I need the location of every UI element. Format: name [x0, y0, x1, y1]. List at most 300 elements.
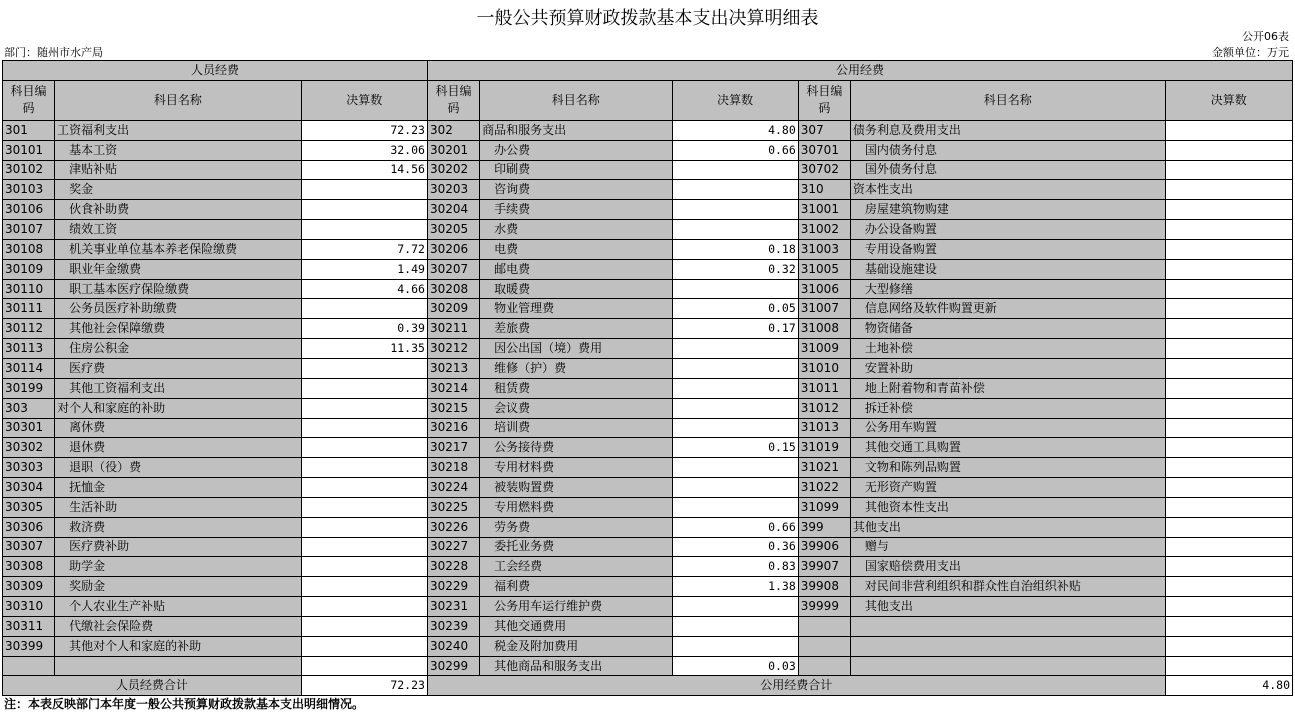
subject-code: 30302 [3, 438, 55, 458]
amount-cell [1165, 160, 1292, 180]
amount-cell [672, 478, 798, 498]
amount-cell [301, 418, 427, 438]
subject-code: 30209 [427, 299, 479, 319]
subject-name: 税金及附加费用 [480, 636, 672, 656]
subject-code: 31021 [798, 458, 850, 478]
table-row [3, 319, 1293, 339]
group-header-row [3, 61, 1293, 81]
amount-cell [672, 497, 798, 517]
subject-code [798, 636, 850, 656]
amount-cell: 7.72 [301, 239, 427, 259]
header-amount: 决算数 [301, 80, 427, 120]
subject-code: 30301 [3, 418, 55, 438]
subject-code: 30108 [3, 239, 55, 259]
table-row [3, 140, 1293, 160]
subject-code: 30114 [3, 358, 55, 378]
subject-name: 邮电费 [480, 259, 672, 279]
amount-cell [1165, 180, 1292, 200]
subject-code: 30308 [3, 557, 55, 577]
table-row [3, 279, 1293, 299]
subject-name: 其他交通工具购置 [850, 438, 1165, 458]
subject-code: 31011 [798, 378, 850, 398]
amount-cell: 11.35 [301, 339, 427, 359]
table-body [3, 61, 1293, 696]
table-row [3, 616, 1293, 636]
subject-code [3, 656, 55, 676]
subject-code: 31008 [798, 319, 850, 339]
table-row [3, 517, 1293, 537]
amount-cell: 1.49 [301, 259, 427, 279]
amount-cell: 14.56 [301, 160, 427, 180]
subject-code: 39908 [798, 577, 850, 597]
amount-cell [301, 577, 427, 597]
amount-cell: 0.18 [672, 239, 798, 259]
amount-cell [1165, 597, 1292, 617]
amount-cell [1165, 239, 1292, 259]
table-note: 注：本表反映部门本年度一般公共预算财政拨款基本支出明细情况。 [4, 697, 365, 711]
table-row [3, 537, 1293, 557]
subject-name: 福利费 [480, 577, 672, 597]
amount-cell [1165, 120, 1292, 140]
subject-name: 电费 [480, 239, 672, 259]
subject-code: 31019 [798, 438, 850, 458]
amount-cell [301, 537, 427, 557]
subject-name: 个人农业生产补贴 [55, 597, 302, 617]
subject-code: 30218 [427, 458, 479, 478]
subject-code: 30201 [427, 140, 479, 160]
subject-name: 对个人和家庭的补助 [55, 398, 302, 418]
subject-code: 30113 [3, 339, 55, 359]
subject-name: 办公设备购置 [850, 220, 1165, 240]
subject-code: 30112 [3, 319, 55, 339]
subject-code: 30214 [427, 378, 479, 398]
department-label: 部门：随州市水产局 [4, 46, 103, 59]
subject-code: 30240 [427, 636, 479, 656]
subject-name: 其他支出 [850, 517, 1165, 537]
amount-cell [672, 200, 798, 220]
subject-code: 31009 [798, 339, 850, 359]
subject-name: 国外债务付息 [850, 160, 1165, 180]
subject-name: 退休费 [55, 438, 302, 458]
group-personnel: 人员经费 [3, 61, 428, 81]
amount-cell: 0.39 [301, 319, 427, 339]
subject-name: 其他社会保障缴费 [55, 319, 302, 339]
amount-cell: 0.66 [672, 517, 798, 537]
subject-name: 土地补偿 [850, 339, 1165, 359]
subject-name: 取暖费 [480, 279, 672, 299]
table-row [3, 339, 1293, 359]
subject-name: 其他资本性支出 [850, 497, 1165, 517]
subject-code: 31007 [798, 299, 850, 319]
subject-name: 专用燃料费 [480, 497, 672, 517]
subject-code: 30215 [427, 398, 479, 418]
amount-cell [1165, 319, 1292, 339]
amount-cell: 32.06 [301, 140, 427, 160]
table-row [3, 478, 1293, 498]
subject-code: 30227 [427, 537, 479, 557]
amount-cell: 0.66 [672, 140, 798, 160]
amount-cell [672, 160, 798, 180]
subject-code: 399 [798, 517, 850, 537]
amount-cell [301, 398, 427, 418]
subject-name: 安置补助 [850, 358, 1165, 378]
amount-cell [672, 279, 798, 299]
subject-code: 30102 [3, 160, 55, 180]
subject-name: 抚恤金 [55, 478, 302, 498]
subject-code: 30310 [3, 597, 55, 617]
subject-name: 工会经费 [480, 557, 672, 577]
amount-cell [1165, 458, 1292, 478]
subject-code: 30213 [427, 358, 479, 378]
amount-cell [1165, 616, 1292, 636]
subject-name: 商品和服务支出 [480, 120, 672, 140]
subject-name: 会议费 [480, 398, 672, 418]
subject-name: 工资福利支出 [55, 120, 302, 140]
subject-code: 30702 [798, 160, 850, 180]
table-row [3, 577, 1293, 597]
expenditure-table [2, 60, 1293, 696]
subject-name: 文物和陈列品购置 [850, 458, 1165, 478]
amount-cell [301, 358, 427, 378]
subject-code: 30203 [427, 180, 479, 200]
table-row [3, 378, 1293, 398]
amount-cell [1165, 378, 1292, 398]
subject-code: 30303 [3, 458, 55, 478]
table-row [3, 636, 1293, 656]
table-row [3, 656, 1293, 676]
amount-cell: 4.80 [672, 120, 798, 140]
amount-cell [1165, 418, 1292, 438]
subject-name: 其他对个人和家庭的补助 [55, 636, 302, 656]
amount-cell [301, 438, 427, 458]
amount-cell [672, 339, 798, 359]
amount-cell [301, 656, 427, 676]
subject-code: 30229 [427, 577, 479, 597]
subject-code [798, 616, 850, 636]
subject-code: 30299 [427, 656, 479, 676]
subject-name: 公务用车购置 [850, 418, 1165, 438]
amount-cell [1165, 140, 1292, 160]
table-row [3, 497, 1293, 517]
amount-cell [301, 458, 427, 478]
subject-name: 其他支出 [850, 597, 1165, 617]
subject-code: 31012 [798, 398, 850, 418]
amount-cell [301, 200, 427, 220]
amount-cell [1165, 299, 1292, 319]
amount-cell: 0.36 [672, 537, 798, 557]
amount-cell [672, 378, 798, 398]
subject-name: 委托业务费 [480, 537, 672, 557]
subject-name: 差旅费 [480, 319, 672, 339]
table-row [3, 358, 1293, 378]
amount-cell: 0.32 [672, 259, 798, 279]
amount-cell [1165, 497, 1292, 517]
subject-name: 医疗费 [55, 358, 302, 378]
amount-cell: 4.66 [301, 279, 427, 299]
subject-name [55, 656, 302, 676]
amount-cell [672, 597, 798, 617]
subject-code: 30101 [3, 140, 55, 160]
form-number: 公开06表 [1242, 30, 1289, 43]
subject-name: 对民间非营利组织和群众性自治组织补贴 [850, 577, 1165, 597]
subject-name: 物业管理费 [480, 299, 672, 319]
subject-code: 30231 [427, 597, 479, 617]
subject-code: 31002 [798, 220, 850, 240]
amount-cell [1165, 200, 1292, 220]
subject-code: 30216 [427, 418, 479, 438]
report-title: 一般公共预算财政拨款基本支出决算明细表 [476, 8, 819, 29]
subject-name: 助学金 [55, 557, 302, 577]
subject-code: 310 [798, 180, 850, 200]
subject-code: 30305 [3, 497, 55, 517]
table-row [3, 597, 1293, 617]
subject-name [850, 616, 1165, 636]
amount-cell [301, 299, 427, 319]
subject-code: 307 [798, 120, 850, 140]
subject-name: 职业年金缴费 [55, 259, 302, 279]
amount-cell [1165, 656, 1292, 676]
subject-name: 住房公积金 [55, 339, 302, 359]
subject-name: 租赁费 [480, 378, 672, 398]
subject-name: 劳务费 [480, 517, 672, 537]
subject-code: 30307 [3, 537, 55, 557]
table-row [3, 299, 1293, 319]
group-public: 公用经费 [427, 61, 1292, 81]
header-name: 科目名称 [480, 80, 672, 120]
amount-cell [301, 378, 427, 398]
subject-name: 其他工资福利支出 [55, 378, 302, 398]
subject-name: 生活补助 [55, 497, 302, 517]
subject-code: 30399 [3, 636, 55, 656]
subject-name: 公务用车运行维护费 [480, 597, 672, 617]
subject-name: 房屋建筑物购建 [850, 200, 1165, 220]
amount-cell [672, 636, 798, 656]
subject-name: 其他商品和服务支出 [480, 656, 672, 676]
subject-name: 印刷费 [480, 160, 672, 180]
amount-cell [672, 358, 798, 378]
amount-cell [301, 478, 427, 498]
subject-code: 30107 [3, 220, 55, 240]
totals-row [3, 676, 1293, 696]
amount-cell [1165, 478, 1292, 498]
subject-name: 手续费 [480, 200, 672, 220]
subject-code: 30217 [427, 438, 479, 458]
subject-name: 绩效工资 [55, 220, 302, 240]
subject-name [850, 656, 1165, 676]
subject-name: 代缴社会保险费 [55, 616, 302, 636]
subject-code: 30110 [3, 279, 55, 299]
subject-name: 奖励金 [55, 577, 302, 597]
subject-name: 咨询费 [480, 180, 672, 200]
subject-code: 30204 [427, 200, 479, 220]
amount-cell [1165, 577, 1292, 597]
subject-name: 国家赔偿费用支出 [850, 557, 1165, 577]
subject-code: 30208 [427, 279, 479, 299]
subject-code: 30211 [427, 319, 479, 339]
subject-name: 信息网络及软件购置更新 [850, 299, 1165, 319]
subject-code: 30199 [3, 378, 55, 398]
table-row [3, 120, 1293, 140]
subject-name: 基本工资 [55, 140, 302, 160]
personnel-total-value: 72.23 [301, 676, 427, 696]
subject-name: 培训费 [480, 418, 672, 438]
table-row [3, 418, 1293, 438]
subject-name: 公务接待费 [480, 438, 672, 458]
table-row [3, 160, 1293, 180]
header-name: 科目名称 [55, 80, 302, 120]
amount-cell [1165, 398, 1292, 418]
subject-name: 办公费 [480, 140, 672, 160]
public-total-value: 4.80 [1165, 676, 1292, 696]
amount-cell [301, 497, 427, 517]
table-row [3, 458, 1293, 478]
subject-code: 30206 [427, 239, 479, 259]
subject-code: 31006 [798, 279, 850, 299]
subject-name: 资本性支出 [850, 180, 1165, 200]
header-code: 科目编码 [3, 80, 55, 120]
subject-name: 物资储备 [850, 319, 1165, 339]
subject-code: 30311 [3, 616, 55, 636]
subject-code: 31099 [798, 497, 850, 517]
subject-code: 30111 [3, 299, 55, 319]
subject-code: 30309 [3, 577, 55, 597]
subject-name: 基础设施建设 [850, 259, 1165, 279]
subject-code: 301 [3, 120, 55, 140]
amount-cell [1165, 537, 1292, 557]
amount-cell [1165, 438, 1292, 458]
header-amount: 决算数 [1165, 80, 1292, 120]
amount-cell [672, 398, 798, 418]
table-row [3, 220, 1293, 240]
table-row [3, 438, 1293, 458]
subject-code: 30228 [427, 557, 479, 577]
subject-name: 专用设备购置 [850, 239, 1165, 259]
header-code: 科目编码 [427, 80, 479, 120]
table-row [3, 557, 1293, 577]
amount-cell: 0.05 [672, 299, 798, 319]
subject-code [798, 656, 850, 676]
subject-code: 303 [3, 398, 55, 418]
amount-cell [672, 458, 798, 478]
amount-cell [301, 597, 427, 617]
subject-code: 302 [427, 120, 479, 140]
amount-cell [672, 180, 798, 200]
subject-name: 拆迁补偿 [850, 398, 1165, 418]
subject-name: 伙食补助费 [55, 200, 302, 220]
subject-name: 大型修缮 [850, 279, 1165, 299]
subject-name: 其他交通费用 [480, 616, 672, 636]
subject-name: 职工基本医疗保险缴费 [55, 279, 302, 299]
subject-code: 39906 [798, 537, 850, 557]
amount-cell: 0.17 [672, 319, 798, 339]
amount-cell [1165, 220, 1292, 240]
header-amount: 决算数 [672, 80, 798, 120]
amount-cell [301, 616, 427, 636]
subject-name: 救济费 [55, 517, 302, 537]
amount-cell [1165, 557, 1292, 577]
subject-code: 30202 [427, 160, 479, 180]
subject-name: 机关事业单位基本养老保险缴费 [55, 239, 302, 259]
subject-code: 30103 [3, 180, 55, 200]
table-row [3, 259, 1293, 279]
amount-cell [672, 616, 798, 636]
subject-name: 被装购置费 [480, 478, 672, 498]
amount-cell [1165, 339, 1292, 359]
personnel-total-label: 人员经费合计 [3, 676, 302, 696]
amount-cell: 1.38 [672, 577, 798, 597]
subject-code: 30239 [427, 616, 479, 636]
amount-cell [301, 636, 427, 656]
amount-cell [1165, 636, 1292, 656]
subject-name: 因公出国（境）费用 [480, 339, 672, 359]
header-code: 科目编码 [798, 80, 850, 120]
subject-name: 地上附着物和青苗补偿 [850, 378, 1165, 398]
public-total-label: 公用经费合计 [427, 676, 1165, 696]
subject-code: 30306 [3, 517, 55, 537]
subject-name: 离休费 [55, 418, 302, 438]
amount-cell [301, 220, 427, 240]
subject-name: 津贴补贴 [55, 160, 302, 180]
subject-code: 30226 [427, 517, 479, 537]
subject-code: 31010 [798, 358, 850, 378]
table-row [3, 398, 1293, 418]
subject-code: 31005 [798, 259, 850, 279]
subject-code: 30109 [3, 259, 55, 279]
subject-name: 公务员医疗补助缴费 [55, 299, 302, 319]
header-name: 科目名称 [850, 80, 1165, 120]
subject-code: 30205 [427, 220, 479, 240]
subject-code: 30106 [3, 200, 55, 220]
amount-cell [1165, 517, 1292, 537]
subject-name: 赠与 [850, 537, 1165, 557]
subject-name: 债务利息及费用支出 [850, 120, 1165, 140]
subject-name: 无形资产购置 [850, 478, 1165, 498]
subject-name: 医疗费补助 [55, 537, 302, 557]
subject-name: 水费 [480, 220, 672, 240]
amount-cell: 0.15 [672, 438, 798, 458]
subject-code: 30224 [427, 478, 479, 498]
amount-cell: 0.03 [672, 656, 798, 676]
subject-code: 31022 [798, 478, 850, 498]
subject-code: 31003 [798, 239, 850, 259]
amount-cell [301, 557, 427, 577]
table-row [3, 200, 1293, 220]
subject-name [850, 636, 1165, 656]
subject-code: 31013 [798, 418, 850, 438]
column-header-row [3, 80, 1293, 120]
amount-cell: 0.83 [672, 557, 798, 577]
subject-code: 31001 [798, 200, 850, 220]
subject-code: 39907 [798, 557, 850, 577]
amount-cell [1165, 279, 1292, 299]
amount-cell [301, 180, 427, 200]
subject-name: 维修（护）费 [480, 358, 672, 378]
subject-name: 奖金 [55, 180, 302, 200]
amount-cell [301, 517, 427, 537]
subject-code: 39999 [798, 597, 850, 617]
amount-cell [1165, 358, 1292, 378]
subject-code: 30212 [427, 339, 479, 359]
table-row [3, 239, 1293, 259]
amount-cell [672, 220, 798, 240]
subject-code: 30304 [3, 478, 55, 498]
subject-name: 国内债务付息 [850, 140, 1165, 160]
subject-name: 退职（役）费 [55, 458, 302, 478]
subject-code: 30207 [427, 259, 479, 279]
subject-code: 30225 [427, 497, 479, 517]
amount-cell [672, 418, 798, 438]
unit-label: 金额单位：万元 [1212, 46, 1289, 59]
